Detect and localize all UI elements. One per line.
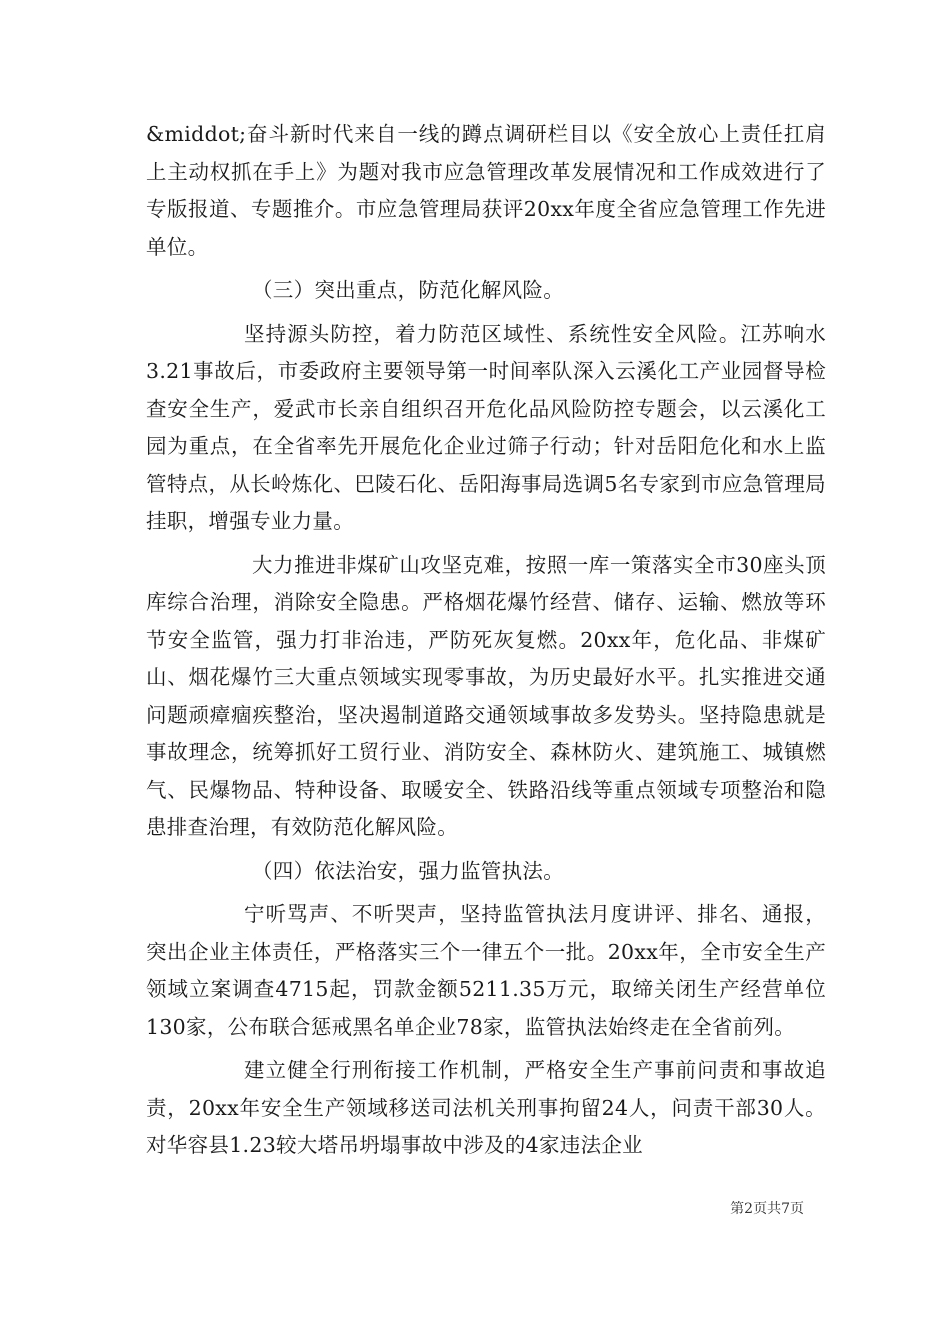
section-heading-4: （四）依法治安，强力监管执法。 — [252, 858, 564, 883]
paragraph-accountability: 建立健全行刑衔接工作机制，严格安全生产事前问责和事故追责，20xx年安全生产领域移送司法机关刑事拘留24人，问责干部30人。对华容县1.23较大塔吊坍塌事故中涉及的4家违法企业 — [146, 1058, 826, 1157]
paragraph-source-control: 坚持源头防控，着力防范区域性、系统性安全风险。江苏响水3.21事故后，市委政府主要领导第一时间率队深入云溪化工产业园督导检查安全生产，爱武市长亲自组织召开危化品风险防控专题会，以云溪化工园为重点，在全省率先开展危化企业过筛子行动；针对岳阳危化和水上监管特点，从长岭炼化、巴陵石化、岳阳海事局选调5名专家到市应急管理局挂职，增强专业力量。 — [146, 321, 826, 533]
document-body — [146, 116, 826, 1165]
section-heading-3: （三）突出重点，防范化解风险。 — [252, 278, 564, 302]
paragraph-mine-safety: 大力推进非煤矿山攻坚克难，按照一库一策落实全市30座头顶库综合治理，消除安全隐患。严格烟花爆竹经营、储存、运输、燃放等环节安全监管，强力打非治违，严防死灰复燃。20xx年，危化品、非煤矿山、烟花爆竹三大重点领域实现零事故，为历史最好水平。扎实推进交通问题顽瘴痼疾整治，坚决遏制道路交通领域事故多发势头。坚持隐患就是事故理念，统筹抓好工贸行业、消防安全、森林防火、建筑施工、城镇燃气、民爆物品、特种设备、取暖安全、铁路沿线等重点领域专项整治和隐患排查治理，有效防范化解风险。 — [146, 552, 826, 839]
paragraph-intro: &middot;奋斗新时代来自一线的蹲点调研栏目以《安全放心上责任扛肩上主动权抓在手上》为题对我市应急管理改革发展情况和工作成效进行了专版报道、专题推介。市应急管理局获评20xx年度全省应急管理工作先进单位。 — [146, 122, 826, 259]
paragraph-enforcement: 宁听骂声、不听哭声，坚持监管执法月度讲评、排名、通报，突出企业主体责任，严格落实三个一律五个一批。20xx年，全市安全生产领域立案调查4715起，罚款金额5211.35万元，取缔关闭生产经营单位130家，公布联合惩戒黑名单企业78家，监管执法始终走在全省前列。 — [146, 902, 826, 1039]
page-number: 第2页共7页 — [730, 1201, 804, 1217]
